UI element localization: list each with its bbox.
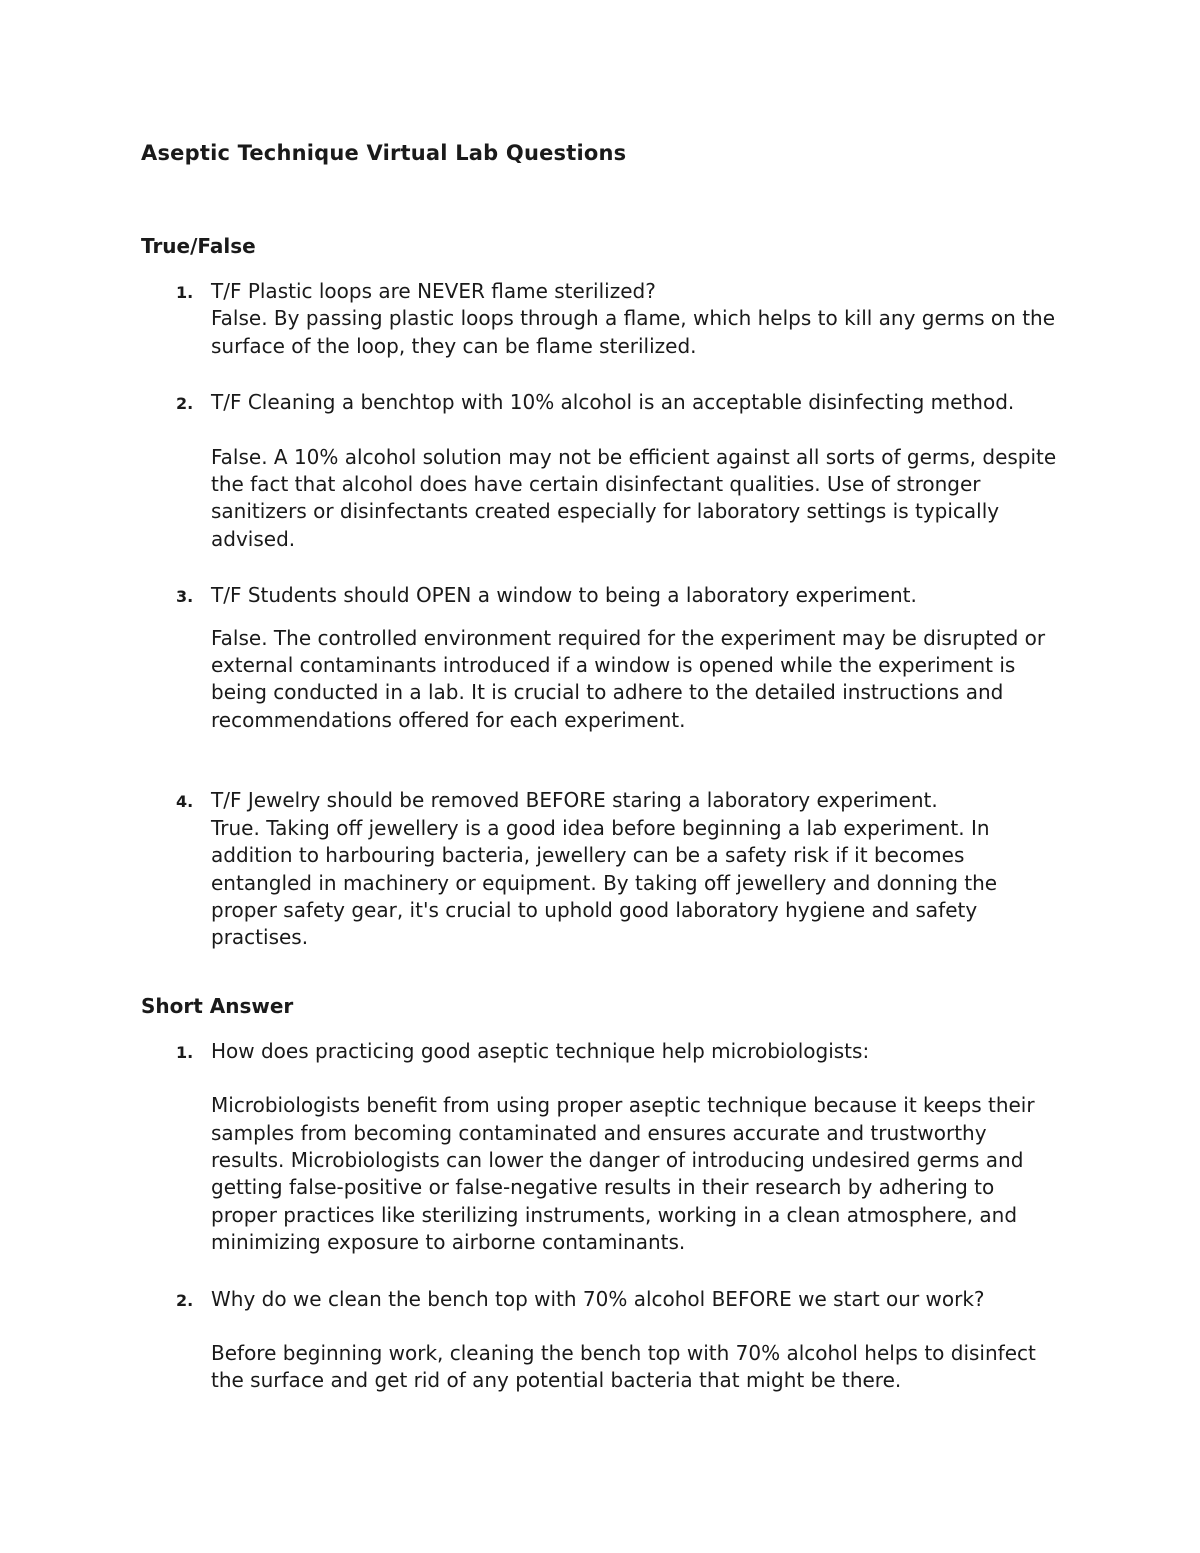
tf-question-item-1: [141, 278, 1061, 360]
tf-question-item-2: [141, 389, 1061, 553]
answer-text: Microbiologists benefit from using proper aseptic technique because it keeps their samples from becoming contaminated and ensures accurate and trustworthy results. Microbiologists can lower the danger of introducing undesired germs and getting false-positive or false-negative results in their research by adhering to proper practices like sterilizing instruments, working in a clean atmosphere, and minimizing exposure to airborne contaminants.: [211, 1093, 1035, 1255]
section-heading-short-answer: Short Answer: [141, 993, 294, 1018]
answer-text: False. A 10% alcohol solution may not be efficient against all sorts of germs, despite the fact that alcohol does have certain disinfectant qualities. Use of stronger sanitizers or disinfectants created especially for laboratory settings is typically advised.: [211, 444, 1057, 551]
question-number: 2.: [176, 394, 194, 414]
section-heading-true-false: True/False: [141, 234, 256, 258]
blank-line: [211, 1065, 1061, 1092]
spacer: [141, 1257, 1061, 1286]
short-answer-list: [141, 1038, 1061, 1395]
spacer: [141, 952, 1061, 992]
sa-question-item-1: [141, 1038, 1061, 1257]
spacer: [141, 360, 1061, 389]
question-text: Why do we clean the bench top with 70% alcohol BEFORE we start our work?: [211, 1286, 985, 1311]
answer-text: True. Taking off jewellery is a good idea before beginning a lab experiment. In addition to harbouring bacteria, jewellery can be a safety risk if it becomes entangled in machinery or equipment. By taking off jewellery and donning the proper safety gear, it's crucial to uphold good laboratory hygiene and safety practises.: [211, 815, 998, 950]
question-number: 4.: [176, 792, 194, 812]
true-false-list: [141, 278, 1061, 952]
question-text: T/F Students should OPEN a window to being a laboratory experiment.: [211, 583, 917, 608]
tf-question-item-4: [141, 787, 1061, 951]
answer-text: False. By passing plastic loops through a flame, which helps to kill any germs on the surface of the loop, they can be flame sterilized.: [211, 306, 1056, 358]
sa-question-item-2: [141, 1286, 1061, 1395]
blank-line: [211, 610, 1061, 625]
question-number: 1.: [176, 283, 194, 302]
question-text: How does practicing good aseptic technique help microbiologists:: [211, 1038, 870, 1063]
blank-line: [211, 417, 1061, 444]
tf-question-item-3: [141, 582, 1061, 734]
spacer: [141, 734, 1061, 787]
document-page: [141, 138, 1061, 1395]
answer-text: Before beginning work, cleaning the bench top with 70% alcohol helps to disinfect the surface and get rid of any potential bacteria that might be there.: [211, 1340, 1036, 1393]
question-number: 1.: [176, 1042, 194, 1062]
question-number: 2.: [176, 1290, 194, 1310]
blank-line: [211, 1313, 1061, 1340]
spacer: [141, 553, 1061, 582]
question-text: T/F Cleaning a benchtop with 10% alcohol is an acceptable disinfecting method.: [211, 390, 1015, 415]
answer-text: False. The controlled environment required for the experiment may be disrupted or external contaminants introduced if a window is opened while the experiment is being conducted in a lab. It is crucial to adhere to the detailed instructions and recommendations offered for each experiment.: [211, 625, 1046, 732]
document-title: Aseptic Technique Virtual Lab Questions: [141, 141, 627, 165]
question-text: T/F Jewelry should be removed BEFORE staring a laboratory experiment.: [211, 788, 938, 813]
question-text: T/F Plastic loops are NEVER flame sterilized?: [211, 279, 656, 303]
question-number: 3.: [176, 587, 194, 607]
